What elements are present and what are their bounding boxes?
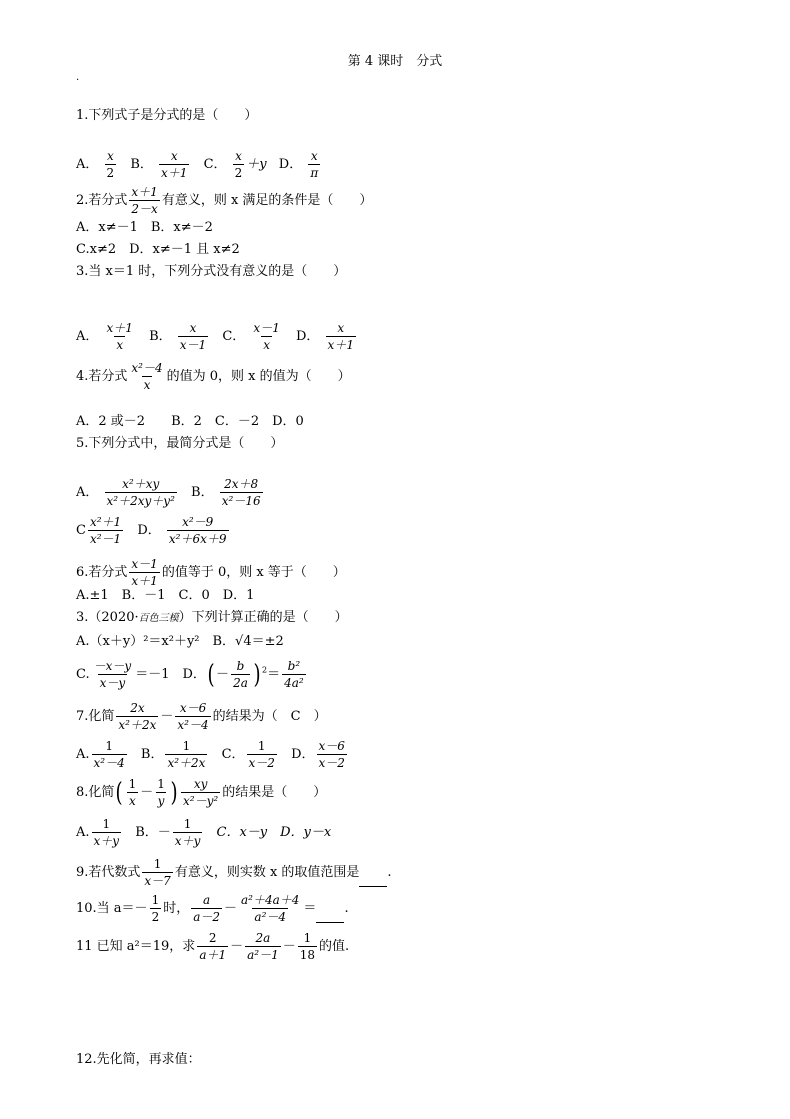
fraction: $\frac{1}{x}$ [128, 777, 137, 808]
fraction: $\frac{2a}{\text{a²－1}}$ [247, 931, 279, 962]
fraction: $\frac{2}{a+1}$ [199, 931, 227, 962]
q4-stem: 4.若分式 $\frac{\text{x²－4}}{x}$ 的值为 0，则 x 的值为（ ） [76, 361, 351, 392]
q9-stem: 9.若代数式 $\frac{1}{x-7}$ 有意义，则实数 x 的取值范围是 . [76, 857, 392, 888]
fraction: $\frac{x}{\pi}$ [310, 149, 319, 180]
q5-options-cd: C $\frac{\text{x²＋1}}{\text{x²－1}}$ D． $\frac{\text{x²－9}}{\text{x²＋6x＋9}}$ [76, 515, 227, 546]
q3b-stem: 3.（2020·百色三模）下列计算正确的是（ ） [76, 610, 348, 625]
fraction: $\frac{2x+8}{\text{x²－16}}$ [221, 477, 261, 508]
source-note: 百色三模 [138, 613, 179, 624]
fraction: $\frac{-x-y}{x-y}$ [93, 659, 132, 690]
q11-stem: 11 已知 a²＝19，求 $\frac{2}{a+1}$ － $\frac{2a}{\text{a²－1}}$ － $\frac{1}{18}$ 的值. [76, 931, 350, 962]
page-title: 第 4 课时 分式 [347, 54, 443, 69]
fraction: $\frac{x}{x+1}$ [327, 321, 354, 352]
q3b-options-cd: C. $\frac{-x-y}{x-y}$ ＝－1 D．( － $\frac{b}{2a}$ ) $^2$＝ $\frac{\text{b²}}{\text{4a²}}$ [76, 659, 304, 690]
fraction: $\frac{1}{\text{x²＋2x}}$ [167, 739, 206, 770]
q2-options-cd: C.x≠2 D．x≠－1 且 x≠2 [76, 242, 240, 257]
fraction: $\frac{xy}{\text{x²－y²}}$ [183, 777, 219, 808]
fraction: $\frac{x-6}{\text{x²－4}}$ [177, 701, 209, 732]
fraction: $\frac{x+1}{2-x}$ [131, 185, 158, 216]
q6-options: A.±1 B．－1 C．0 D．1 [76, 588, 255, 603]
fraction: $\frac{\text{b²}}{\text{4a²}}$ [284, 659, 304, 690]
fraction: $\frac{1}{2}$ [151, 893, 160, 924]
fraction: $\frac{\text{x²－4}}{x}$ [131, 361, 163, 392]
q1-stem: 1.下列式子是分式的是（ ） [76, 108, 258, 123]
fraction: $\frac{\text{a²＋4a＋4}}{\text{a²－4}}$ [241, 893, 300, 924]
fraction: $\frac{x}{2}$ [234, 149, 243, 180]
fraction: $\frac{x}{x-1}$ [179, 321, 207, 352]
fraction: $\frac{1}{18}$ [299, 931, 316, 962]
fraction: $\frac{x+1}{x}$ [106, 321, 133, 352]
fraction: $\frac{x-6}{x-2}$ [318, 739, 345, 770]
fraction: $\frac{\text{x²＋1}}{\text{x²－1}}$ [89, 515, 122, 546]
answer-blank[interactable] [316, 910, 344, 923]
fraction: $\frac{1}{x-7}$ [144, 857, 171, 888]
q10-stem: 10.当 a＝－ $\frac{1}{2}$ 时， $\frac{a}{a-2}$ － $\frac{\text{a²＋4a＋4}}{\text{a²－4}}$ ＝ . [76, 893, 349, 924]
fraction: $\frac{\text{x²＋xy}}{\text{x²＋2xy＋y²}}$ [106, 477, 175, 508]
q5-stem: 5.下列分式中，最简分式是（ ） [76, 436, 284, 451]
q3b-options-ab: A.（x＋y）²＝x²＋y² B．√4＝±2 [76, 634, 284, 649]
fraction: $\frac{1}{x+y}$ [174, 817, 201, 848]
q6-stem: 6.若分式 $\frac{x-1}{x+1}$ 的值等于 0，则 x 等于（ ） [76, 557, 346, 588]
q12-stem: 12.先化简，再求值： [76, 1052, 201, 1067]
q4-options: A．2 或－2 B．2 C．－2 D．0 [76, 414, 304, 429]
fraction: $\frac{1}{x-2}$ [248, 739, 275, 770]
fraction: $\frac{1}{y}$ [157, 777, 165, 808]
fraction: $\frac{2x}{\text{x²＋2x}}$ [118, 701, 157, 732]
q5-options-ab: A． $\frac{\text{x²＋xy}}{\text{x²＋2xy＋y²}}$ B． $\frac{2x+8}{\text{x²－16}}$ [76, 477, 261, 508]
q3-stem: 3.当 x＝1 时，下列分式没有意义的是（ ） [76, 264, 347, 279]
fraction: $\frac{1}{\text{x²－4}}$ [93, 739, 125, 770]
q3-options: A． $\frac{x+1}{x}$ B． $\frac{x}{x-1}$ C． $\frac{x-1}{x}$ D． $\frac{x}{x+1}$ [76, 321, 354, 352]
fraction: $\frac{x-1}{x}$ [253, 321, 280, 352]
q2-stem: 2.若分式 $\frac{x+1}{2-x}$ 有意义，则 x 满足的条件是（ ） [76, 185, 373, 216]
fraction: $\frac{x}{2}$ [106, 149, 115, 180]
q8-options: A. $\frac{1}{x+y}$ B．－ $\frac{1}{x+y}$ C．x－y D．y－x [76, 817, 332, 848]
answer-blank[interactable] [359, 874, 387, 887]
q8-stem: 8.化简( $\frac{1}{x}$ － $\frac{1}{y}$ ) $\frac{xy}{\text{x²－y²}}$ 的结果是（ ） [76, 777, 327, 808]
fraction: $\frac{x-1}{x+1}$ [131, 557, 158, 588]
fraction: $\frac{\text{x²－9}}{\text{x²＋6x＋9}}$ [168, 515, 227, 546]
fraction: $\frac{1}{x+y}$ [93, 817, 120, 848]
stray-dot: . [76, 72, 80, 83]
q7-stem: 7.化简 $\frac{2x}{\text{x²＋2x}}$ － $\frac{x-6}{\text{x²－4}}$ 的结果为（ C ） [76, 701, 327, 732]
fraction: $\frac{b}{2a}$ [233, 659, 248, 690]
fraction: $\frac{x}{x+1}$ [161, 149, 188, 180]
q2-options-ab: A．x≠－1 B．x≠－2 [76, 220, 213, 235]
fraction: $\frac{a}{a-2}$ [193, 893, 221, 924]
q7-options: A. $\frac{1}{\text{x²－4}}$ B． $\frac{1}{\text{x²＋2x}}$ C． $\frac{1}{x-2}$ D． $\frac{x-6}{x-2}$ [76, 739, 345, 770]
q1-options: A． $\frac{x}{2}$ B． $\frac{x}{x+1}$ C． $\frac{x}{2}$ ＋y D． $\frac{x}{\pi}$ [76, 149, 319, 180]
